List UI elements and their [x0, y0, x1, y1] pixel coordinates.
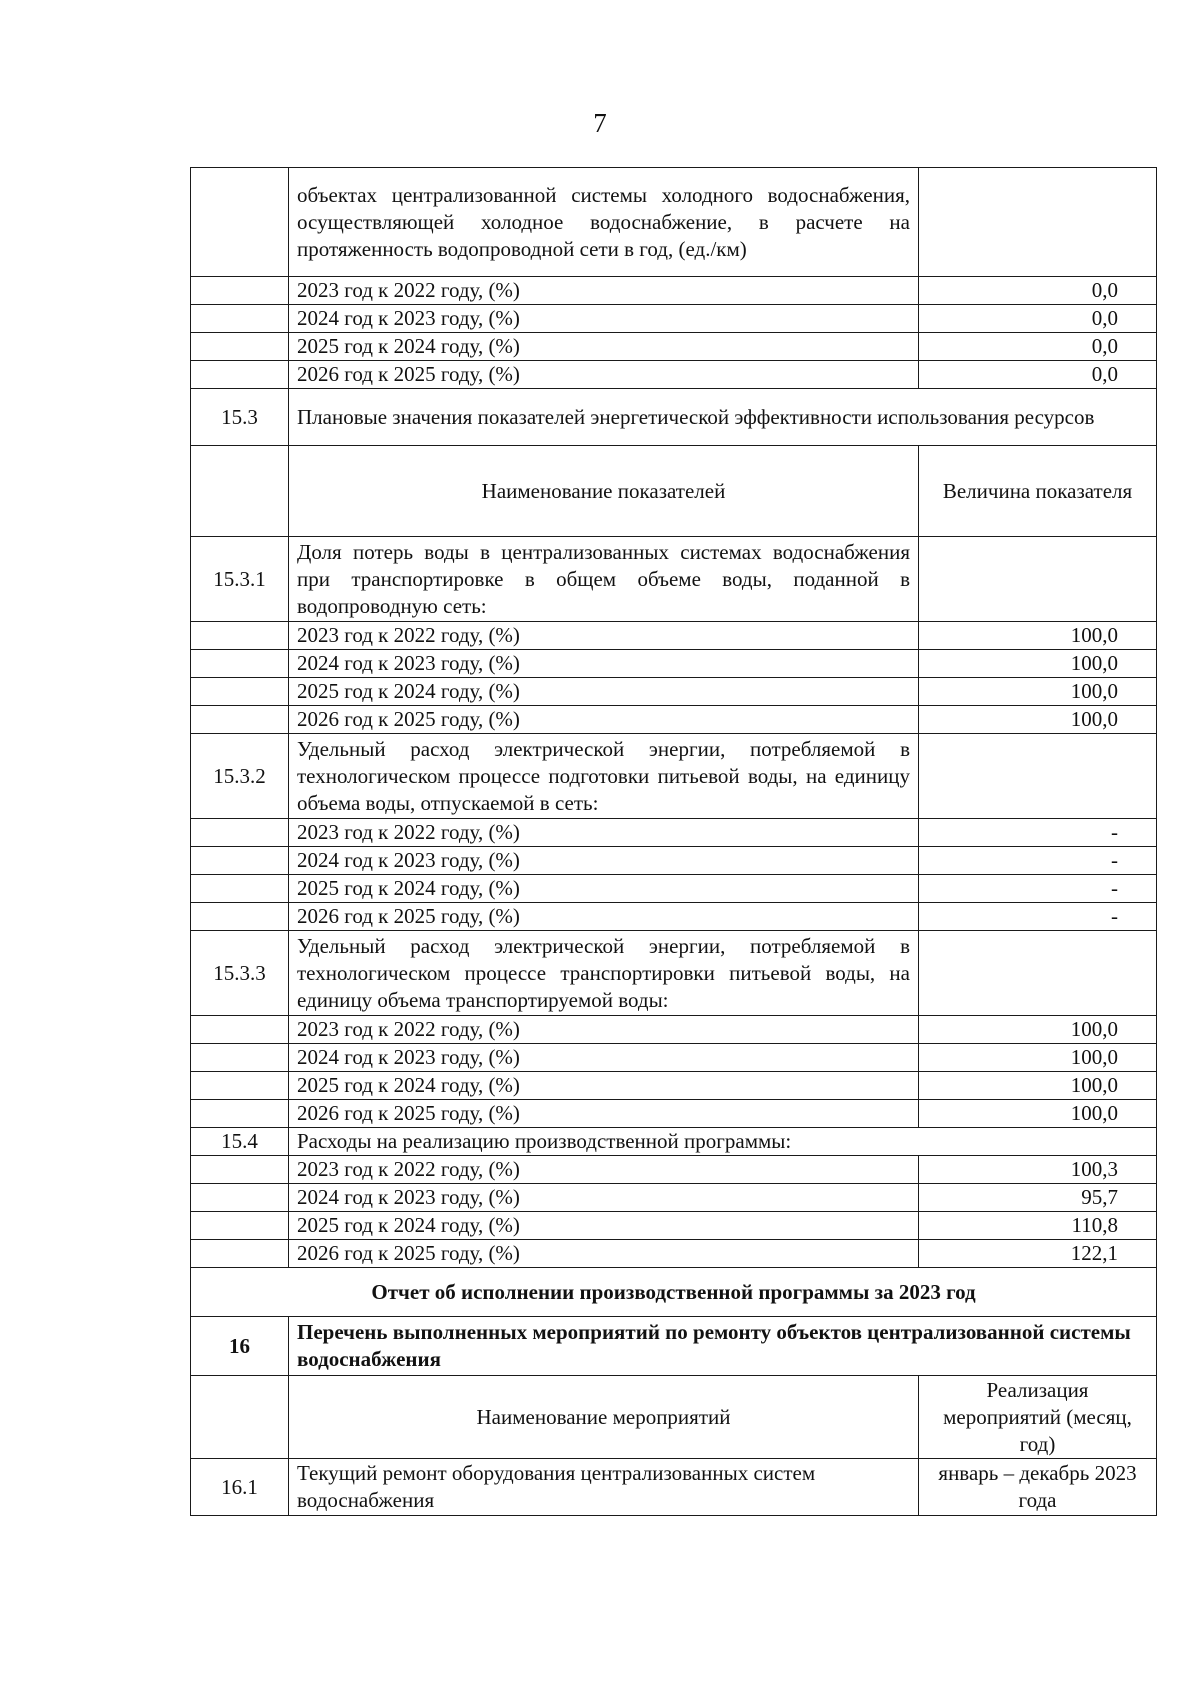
section-title: Перечень выполненных мероприятий по ремонту объектов централизованной системы водоснабжения — [289, 1317, 1157, 1376]
table-row — [191, 537, 1157, 622]
period-label: 2023 год к 2022 году, (%) — [289, 819, 919, 847]
period-label: 2026 год к 2025 году, (%) — [289, 903, 919, 931]
item-number: 16.1 — [191, 1459, 289, 1516]
period-label: 2023 год к 2022 году, (%) — [289, 277, 919, 305]
table-row — [191, 650, 1157, 678]
section-number: 15.3 — [191, 389, 289, 446]
period-value: 0,0 — [919, 277, 1157, 305]
column-header-value: Реализация мероприятий (месяц, год) — [919, 1376, 1157, 1459]
period-label: 2024 год к 2023 году, (%) — [289, 1044, 919, 1072]
period-label: 2025 год к 2024 году, (%) — [289, 333, 919, 361]
period-label: 2023 год к 2022 году, (%) — [289, 1156, 919, 1184]
table-row — [191, 1212, 1157, 1240]
period-label: 2024 год к 2023 году, (%) — [289, 1184, 919, 1212]
period-value: 100,0 — [919, 1100, 1157, 1128]
period-label: 2025 год к 2024 году, (%) — [289, 678, 919, 706]
table-row — [191, 622, 1157, 650]
table-row — [191, 333, 1157, 361]
table-row — [191, 819, 1157, 847]
item-number: 15.3.3 — [191, 931, 289, 1016]
item-number: 15.3.1 — [191, 537, 289, 622]
item-number: 15.3.2 — [191, 734, 289, 819]
period-value: 100,0 — [919, 650, 1157, 678]
table-row — [191, 168, 1157, 277]
column-header-value: Величина показателя — [919, 446, 1157, 537]
table-row — [191, 361, 1157, 389]
section-number: 15.4 — [191, 1128, 289, 1156]
table-row — [191, 931, 1157, 1016]
section-row — [191, 1317, 1157, 1376]
period-value: 0,0 — [919, 305, 1157, 333]
period-label: 2026 год к 2025 году, (%) — [289, 706, 919, 734]
table-row — [191, 305, 1157, 333]
table-row — [191, 1072, 1157, 1100]
table-row — [191, 734, 1157, 819]
section-title: Расходы на реализацию производственной программы: — [289, 1128, 1157, 1156]
period-value: 100,0 — [919, 706, 1157, 734]
period-label: 2023 год к 2022 году, (%) — [289, 1016, 919, 1044]
table-row — [191, 875, 1157, 903]
table-row — [191, 1016, 1157, 1044]
table-row — [191, 1044, 1157, 1072]
period-value: - — [919, 819, 1157, 847]
period-value: - — [919, 903, 1157, 931]
indicator-label: Доля потерь воды в централизованных системах водоснабжения при транспортировке в общем объеме воды, поданной в водопроводную сеть: — [289, 537, 919, 622]
activity-period: январь – декабрь 2023 года — [919, 1459, 1157, 1516]
table-row — [191, 847, 1157, 875]
page-number: 7 — [593, 108, 607, 138]
header-row — [191, 446, 1157, 537]
period-value: 0,0 — [919, 361, 1157, 389]
table-row — [191, 706, 1157, 734]
activity-label: Текущий ремонт оборудования централизованных систем водоснабжения — [289, 1459, 919, 1516]
table-row — [191, 1184, 1157, 1212]
header-row — [191, 1376, 1157, 1459]
table-row — [191, 1100, 1157, 1128]
period-label: 2026 год к 2025 году, (%) — [289, 1240, 919, 1268]
row-number — [191, 168, 289, 277]
period-label: 2024 год к 2023 году, (%) — [289, 847, 919, 875]
period-value: - — [919, 847, 1157, 875]
period-value: 100,0 — [919, 1044, 1157, 1072]
period-label: 2026 год к 2025 году, (%) — [289, 1100, 919, 1128]
period-value: 110,8 — [919, 1212, 1157, 1240]
period-value: - — [919, 875, 1157, 903]
period-value: 100,0 — [919, 1016, 1157, 1044]
indicator-label: объектах централизованной системы холодного водоснабжения, осуществляющей холодное водоснабжение, в расчете на протяженность водопроводной сети в год, (ед./км) — [289, 168, 919, 277]
table-row — [191, 678, 1157, 706]
section-title: Плановые значения показателей энергетической эффективности использования ресурсов — [289, 389, 1157, 446]
indicator-label: Удельный расход электрической энергии, потребляемой в технологическом процессе подготовки питьевой воды, на единицу объема воды, отпускаемой в сеть: — [289, 734, 919, 819]
period-label: 2025 год к 2024 году, (%) — [289, 1212, 919, 1240]
period-value: 100,0 — [919, 1072, 1157, 1100]
period-value: 100,0 — [919, 678, 1157, 706]
column-header-name: Наименование показателей — [289, 446, 919, 537]
report-heading-row — [191, 1268, 1157, 1317]
section-number: 16 — [191, 1317, 289, 1376]
table-row — [191, 903, 1157, 931]
period-label: 2025 год к 2024 году, (%) — [289, 1072, 919, 1100]
table-row — [191, 1156, 1157, 1184]
table-row — [191, 1240, 1157, 1268]
period-value: 100,0 — [919, 622, 1157, 650]
section-row — [191, 1128, 1157, 1156]
table-row — [191, 277, 1157, 305]
period-value: 100,3 — [919, 1156, 1157, 1184]
indicators-table — [190, 167, 1157, 1516]
period-value: 0,0 — [919, 333, 1157, 361]
period-value: 95,7 — [919, 1184, 1157, 1212]
period-label: 2025 год к 2024 году, (%) — [289, 875, 919, 903]
report-heading: Отчет об исполнении производственной программы за 2023 год — [191, 1268, 1157, 1317]
column-header-name: Наименование мероприятий — [289, 1376, 919, 1459]
indicator-value — [919, 168, 1157, 277]
table-row — [191, 1459, 1157, 1516]
period-label: 2026 год к 2025 году, (%) — [289, 361, 919, 389]
indicator-label: Удельный расход электрической энергии, потребляемой в технологическом процессе транспортировки питьевой воды, на единицу объема транспортируемой воды: — [289, 931, 919, 1016]
period-label: 2023 год к 2022 году, (%) — [289, 622, 919, 650]
section-row — [191, 389, 1157, 446]
period-value: 122,1 — [919, 1240, 1157, 1268]
period-label: 2024 год к 2023 году, (%) — [289, 650, 919, 678]
period-label: 2024 год к 2023 году, (%) — [289, 305, 919, 333]
